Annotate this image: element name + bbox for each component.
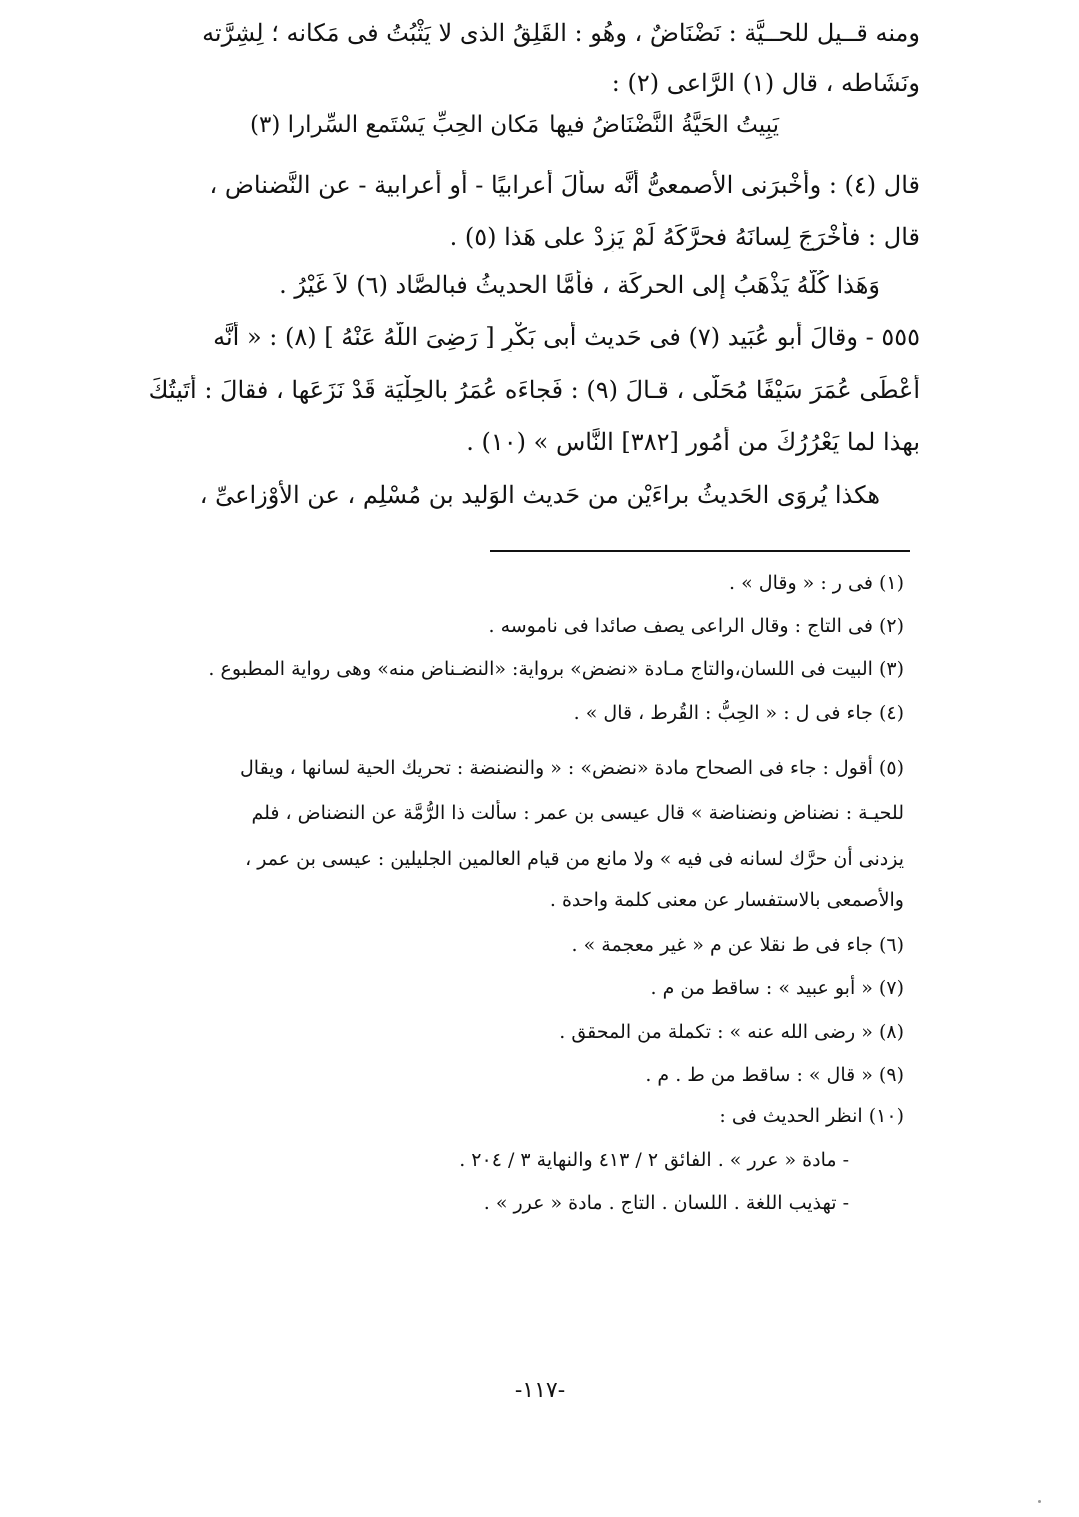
footnote-5-line-3: يزدنى أن حرَّك لسانه فى فيه » ولا مانع من قيام العالمين الجليلين : عيسى بن عمر ،: [245, 848, 904, 870]
footnote-9: (٩) « قال » : ساقط من ط . م .: [645, 1064, 904, 1086]
body-line-7: أعْطَى عُمَرَ سَيْفًا مُحَلًّى ، قـالَ (٩) : فَجاءَه عُمَرُ بالحِلْيَة قَدْ نَزَعَها ، فقالَ : أتَيتُكَ: [148, 376, 920, 404]
footnote-10-item-1: - مادة « عرر » . الفائق ٢ / ٤١٣ والنهاية ٣ / ٢٠٤ .: [459, 1149, 849, 1171]
footnote-7: (٧) « أبو عبيد » : ساقط من م .: [650, 977, 904, 999]
body-line-5: وَهَذا كُلُّهُ يَذْهَبُ إلى الحركَة ، فأمَّا الحديثُ فبالصَّاد (٦) لاَ غَيْرُ .: [279, 271, 880, 299]
body-line-2: ونَشَاطه ، قال (١) الرَّاعى (٢) :: [611, 69, 920, 97]
footnote-3: (٣) البيت فى اللسان،والتاج مـادة «نضض» برواية: «النضـناض منه» وهى رواية المطبوع .: [208, 658, 904, 680]
verse-second-hemistich: مَكان الحِبِّ يَسْتَمع السِّرارا (٣): [250, 112, 540, 138]
footnote-5-line-1: (٥) أقول : جاء فى الصحاح مادة «نضض» : « والنضنضة : تحريك الحية لسانها ، ويقال: [239, 757, 904, 779]
body-line-3: قال (٤) : وأخْبرَنى الأصمعىُّ أنَّه سألَ أعرابيًا - أو أعرابية - عن النَّضناض ،: [209, 171, 920, 199]
footnote-10: (١٠) انظر الحديث فى :: [719, 1105, 904, 1127]
footnote-5-line-2: للحيـة : نضناض ونضناضة » قال عيسى بن عمر : سألت ذا الرُّمَّة عن النضناض ، فلم: [251, 802, 904, 824]
scan-speck: [1038, 1500, 1041, 1503]
footnote-2: (٢) فى التاج : وقال الراعى يصف صائدا فى ناموسه .: [488, 615, 904, 637]
body-line-4: قال : فأخْرَجَ لِسانَهُ فحرَّكَهُ لَمْ يَزِدْ على هَذا (٥) .: [449, 223, 920, 251]
body-line-8: بهذا لما يَعْرُرُكَ من أمُور [٣٨٢] النَّاس » (١٠) .: [466, 428, 920, 456]
body-line-9: هكذا يُروَى الحَديثُ براءَيْن من حَديث الوَليد بن مُسْلِمٍ ، عن الأوْزاعىِّ ،: [199, 481, 880, 509]
footnote-separator: [490, 550, 910, 552]
footnote-6: (٦) جاء فى ط نقلا عن م « غير معجمة » .: [571, 934, 904, 956]
footnote-4: (٤) جاء فى ل : « الحِبُّ : القُرط ، قال » .: [573, 702, 904, 724]
body-line-1: ومنه قــيل للحــيَّة : نَضْنَاضٌ ، وهُو : القَلِقُ الذى لا يَثْبُتُ فى مَكانه ؛ لِشِرَّته: [202, 19, 920, 47]
body-line-6: ٥٥٥ - وقالَ أبو عُبَيد (٧) فى حَديث أبى بَكْرٍ [ رَضِىَ اللَّهُ عَنْهُ ] (٨) : « أنَّه: [213, 323, 920, 351]
page-number: -١١٧-: [514, 1378, 566, 1403]
footnote-5-line-4: والأصمعى بالاستفسار عن معنى كلمة واحدة .: [549, 889, 904, 911]
footnote-10-item-2: - تهذيب اللغة . اللسان . التاج . مادة « عرر » .: [483, 1192, 849, 1214]
footnote-8: (٨) « رضى الله عنه » : تكملة من المحقق .: [559, 1021, 904, 1043]
verse-first-hemistich: يَبِيتُ الحَيَّةُ النَّضْنَاضُ فيها: [549, 112, 779, 138]
footnote-1: (١) فى ر : « وقال » .: [729, 572, 904, 594]
